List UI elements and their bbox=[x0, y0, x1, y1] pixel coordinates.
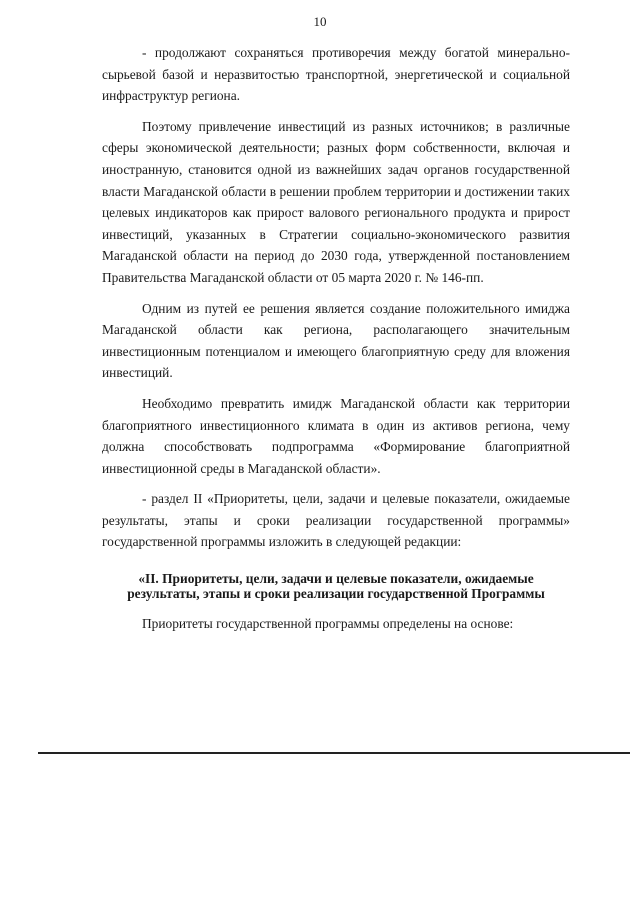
document-body bbox=[102, 42, 570, 635]
paragraph-contradictions: - продолжают сохраняться противоречия между богатой минерально-сырьевой базой и неразвитостью транспортной, энергетической и социальной инфраструктур региона. bbox=[102, 45, 570, 104]
paragraph-investment-attraction: Поэтому привлечение инвестиций из разных источников; в различные сферы экономической деятельности; разных форм собственности, включая и иностранную, становится одной из важнейших задач органов государственной власти Магаданской области в решении проблем территории и достижении таких целевых индикаторов как прирост валового регионального продукта и прирост инвестиций, указанных в Стратегии социально-экономического развития Магаданской области на период до 2030 года, утвержденной постановлением Правительства Магаданской области от 05 марта 2020 г. № 146-пп. bbox=[102, 118, 570, 285]
paragraph-priorities-basis: Приоритеты государственной программы определены на основе: bbox=[142, 616, 514, 632]
section-heading: «II. Приоритеты, цели, задачи и целевые показатели, ожидаемые результаты, этапы и сроки реализации государственной Программы bbox=[127, 571, 545, 602]
paragraph-section-amendment: - раздел II «Приоритеты, цели, задачи и целевые показатели, ожидаемые результаты, этапы и сроки реализации государственной программы» государственной программы изложить в следующей редакции: bbox=[102, 491, 570, 550]
page-number: 10 bbox=[313, 14, 327, 29]
horizontal-rule bbox=[38, 752, 630, 754]
paragraph-investment-climate: Необходимо превратить имидж Магаданской области как территории благоприятного инвестиционного климата в один из активов региона, чему должна способствовать подпрограмма «Формирование благоприятной инвестиционной среды в Магаданской области». bbox=[102, 395, 570, 476]
paragraph-positive-image: Одним из путей ее решения является создание положительного имиджа Магаданской области как региона, располагающего значительным инвестиционным потенциалом и имеющего благоприятную среду для вложения инвестиций. bbox=[102, 300, 570, 381]
